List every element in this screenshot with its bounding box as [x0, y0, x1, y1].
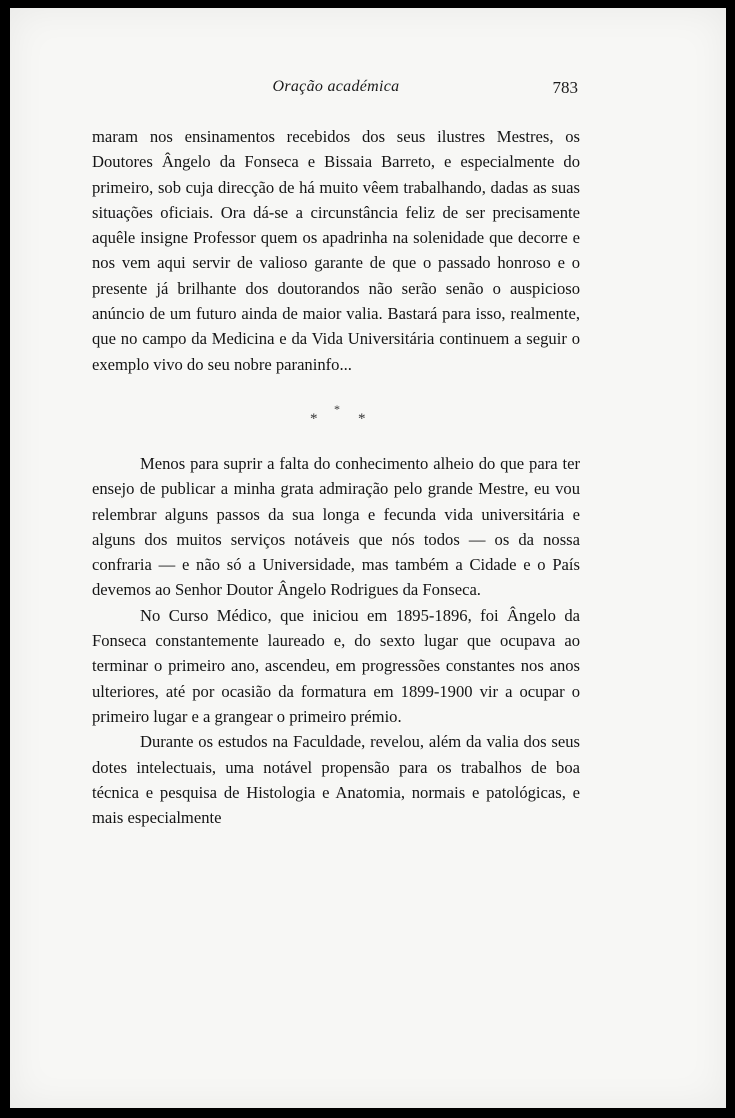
page-header: [92, 78, 580, 102]
asterism-star-right: *: [358, 410, 366, 427]
paragraph: No Curso Médico, que iniciou em 1895-1896, foi Ângelo da Fonseca constantemente laureado e, do sexto lugar que ocupava ao terminar o primeiro ano, ascendeu, em progressões constantes nos anos ulteriores, até por ocasião da formatura em 1899-1900 vir a ocupar o primeiro lugar e a grangear o primeiro prémio.: [92, 605, 580, 726]
paragraph: Durante os estudos na Faculdade, revelou, além da valia dos seus dotes intelectuais, uma notável propensão para os trabalhos de boa técnica e pesquisa de Histologia e Anatomia, normais e patológicas, e mais especialmente: [92, 732, 580, 828]
book-page: [10, 8, 726, 1108]
running-title: Oração académica: [272, 78, 400, 95]
asterism-star-left: *: [310, 410, 318, 427]
body-text: [92, 124, 580, 830]
asterism-star-top: *: [334, 401, 340, 416]
section-break-asterism: [92, 377, 580, 451]
paragraph: Menos para suprir a falta do conhecimento alheio do que para ter ensejo de publicar a minha grata admiração pelo grande Mestre, eu vou relembrar alguns passos da sua longa e fecunda vida universitária e alguns dos muitos serviços notáveis que nós todos — os da nossa confraria — e não só a Universidade, mas também a Cidade e o País devemos ao Senhor Doutor Ângelo Rodrigues da Fonseca.: [92, 453, 580, 600]
page-number: 783: [552, 78, 578, 97]
paragraph-continuation: maram nos ensinamentos recebidos dos seus ilustres Mestres, os Doutores Ângelo da Fonseca e Bissaia Barreto, e especialmente do primeiro, sob cuja direcção de há muito vêem trabalhando, dadas as suas situações oficiais. Ora dá-se a circunstância feliz de ser precisamente aquêle insigne Professor quem os apadrinha na solenidade que decorre e nos vem aqui servir de valioso garante de que o passado honroso e o presente já brilhante dos doutorandos não serão senão o auspicioso anúncio de um futuro ainda de maior valia. Bastará para isso, realmente, que no campo da Medicina e da Vida Universitária continuem a seguir o exemplo vivo do seu nobre paraninfo...: [92, 127, 580, 374]
